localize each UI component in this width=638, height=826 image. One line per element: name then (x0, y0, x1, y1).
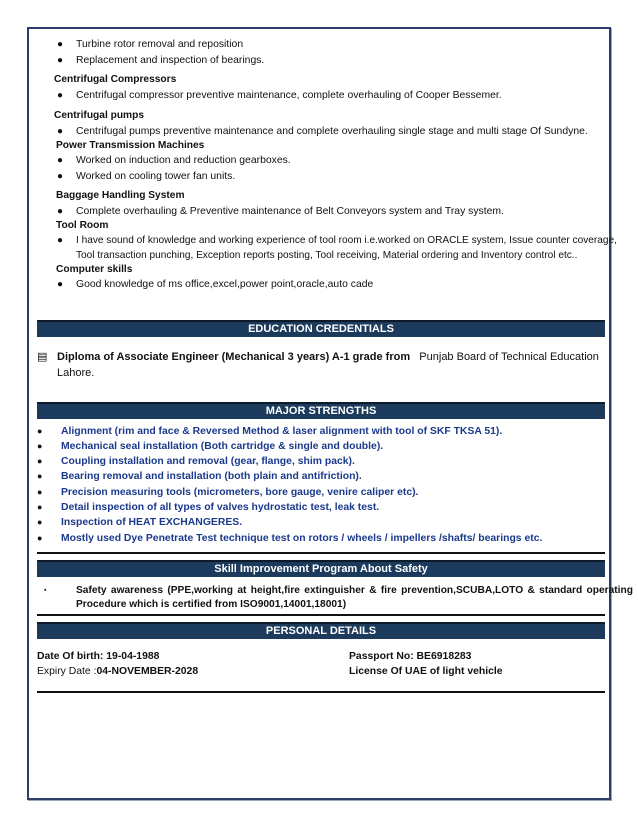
education-header: EDUCATION CREDENTIALS (37, 320, 605, 337)
section-heading: Centrifugal Compressors (54, 74, 177, 85)
date-of-birth: Date Of birth: 19-04-1988 (37, 651, 160, 662)
bullet-icon: ● (37, 456, 43, 466)
bullet-icon: ● (37, 487, 43, 497)
strength-item: Coupling installation and removal (gear, flange, shim pack). (61, 456, 355, 467)
strength-item: Inspection of HEAT EXCHANGERES. (61, 517, 243, 528)
list-item: Replacement and inspection of bearings. (76, 55, 265, 66)
education-degree (57, 351, 599, 364)
safety-header: Skill Improvement Program About Safety (37, 560, 605, 577)
list-item: Worked on cooling tower fan units. (76, 171, 236, 182)
strength-item: Mostly used Dye Penetrate Test technique test on rotors / wheels / impellers /shafts/ bearings etc. (61, 533, 543, 544)
bullet-icon: ● (57, 171, 64, 182)
safety-line-2: Procedure which is certified from ISO9001,14001,18001) (76, 599, 347, 610)
personal-header: PERSONAL DETAILS (37, 622, 605, 639)
strengths-header: MAJOR STRENGTHS (37, 402, 605, 419)
section-heading: Centrifugal pumps (54, 110, 144, 121)
divider (37, 614, 605, 616)
list-item: Worked on induction and reduction gearboxes. (76, 155, 291, 166)
bullet-icon: ▪ (44, 587, 47, 594)
degree-text: Diploma of Associate Engineer (Mechanical 3 years) A-1 grade from (57, 351, 411, 363)
list-item: Turbine rotor removal and reposition (76, 39, 244, 50)
strength-item: Alignment (rim and face & Reversed Method & laser alignment with tool of SKF TKSA 51). (61, 426, 503, 437)
strength-item: Detail inspection of all types of valves hydrostatic test, leak test. (61, 502, 380, 513)
bullet-icon: ● (57, 90, 64, 101)
list-item: Centrifugal compressor preventive maintenance, complete overhauling of Cooper Bessemer. (76, 90, 502, 101)
passport-number: Passport No: BE6918283 (349, 651, 472, 662)
section-heading: Computer skills (56, 264, 133, 275)
bullet-icon: ● (57, 55, 64, 66)
bullet-icon: ● (37, 441, 43, 451)
education-city: Lahore. (57, 367, 95, 379)
divider (37, 691, 605, 693)
strength-item: Precision measuring tools (micrometers, bore gauge, venire caliper etc). (61, 487, 419, 498)
bullet-icon: ● (37, 533, 43, 543)
safety-line-1: Safety awareness (PPE,working at height,fire extinguisher & fire prevention,SCUBA,LOTO & standard operating (76, 585, 633, 596)
bullet-icon: ● (37, 517, 43, 527)
list-item-continuation: Tool transaction punching, Exception reports posting, Tool receiving, Material ordering and Inventory control etc.. (76, 250, 578, 261)
bullet-icon: ● (57, 235, 64, 246)
driving-license: License Of UAE of light vehicle (349, 666, 503, 677)
document-icon: ▤ (37, 351, 48, 363)
expiry-date (37, 665, 198, 678)
list-item: I have sound of knowledge and working experience of tool room i.e.worked on ORACLE system, Issue counter coverage, (76, 235, 617, 246)
strength-item: Mechanical seal installation (Both cartridge & single and double). (61, 441, 384, 452)
divider (37, 552, 605, 554)
strength-item: Bearing removal and installation (both plain and antifriction). (61, 471, 362, 482)
list-item: Complete overhauling & Preventive maintenance of Belt Conveyors system and Tray system. (76, 206, 504, 217)
list-item: Centrifugal pumps preventive maintenance and complete overhauling single stage and multi stage Of Sundyne. (76, 126, 588, 137)
section-heading: Tool Room (56, 220, 109, 231)
bullet-icon: ● (57, 155, 64, 166)
board-text: Punjab Board of Technical Education (419, 351, 599, 363)
bullet-icon: ● (57, 39, 64, 50)
section-heading: Baggage Handling System (56, 190, 185, 201)
expiry-label: Expiry Date : (37, 666, 97, 677)
bullet-icon: ● (57, 279, 64, 290)
bullet-icon: ● (37, 471, 43, 481)
bullet-icon: ● (37, 502, 43, 512)
bullet-icon: ● (37, 426, 43, 436)
section-heading: Power Transmission Machines (56, 140, 205, 151)
bullet-icon: ● (57, 206, 64, 217)
list-item: Good knowledge of ms office,excel,power point,oracle,auto cade (76, 279, 374, 290)
expiry-value: 04-NOVEMBER-2028 (96, 666, 199, 677)
bullet-icon: ● (57, 126, 64, 137)
